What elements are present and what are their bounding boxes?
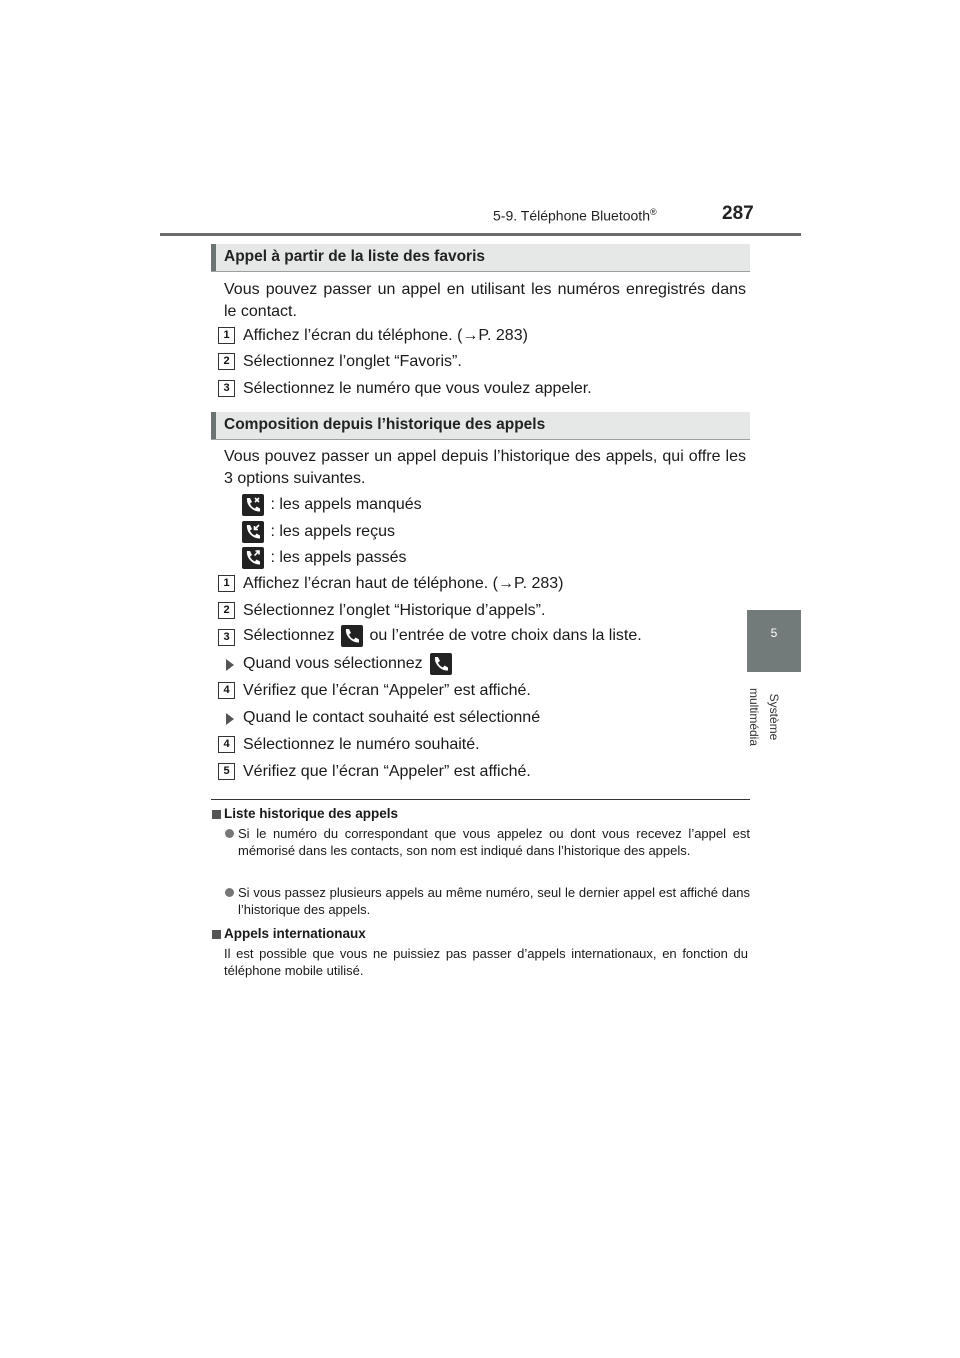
branch-text: Quand le contact souhaité est sélectionné — [243, 709, 541, 726]
note-square-icon — [212, 810, 221, 819]
option-outgoing: : les appels passés — [242, 547, 407, 569]
step-text: Affichez l’écran haut de téléphone. (→P. 283) — [243, 575, 564, 592]
missed-call-icon — [242, 494, 264, 516]
step-number: 2 — [218, 602, 235, 619]
section-heading: 5-9. Téléphone Bluetooth® — [493, 207, 657, 224]
step-number: 4 — [218, 682, 235, 699]
bullet-icon — [225, 888, 234, 897]
step-number: 2 — [218, 353, 235, 370]
step-number: 5 — [218, 763, 235, 780]
bullet-icon — [225, 829, 234, 838]
section-intro: Vous pouvez passer un appel depuis l’historique des appels, qui offre les 3 options suivantes. — [224, 448, 746, 487]
step-text: Sélectionnez l’onglet “Historique d’appels”. — [243, 602, 546, 619]
incoming-call-icon — [242, 521, 264, 543]
page-number: 287 — [722, 203, 754, 224]
option-incoming: : les appels reçus — [242, 521, 395, 543]
branch-arrow-icon — [226, 713, 234, 725]
branch-text: Quand vous sélectionnez — [243, 653, 452, 675]
phone-icon — [430, 653, 452, 675]
step-text: Vérifiez que l’écran “Appeler” est affiché. — [243, 682, 531, 699]
step-text: Sélectionnez le numéro souhaité. — [243, 736, 480, 753]
section-header-favorites — [211, 244, 750, 272]
section-title: Composition depuis l’historique des appels — [224, 416, 546, 433]
notes-divider — [211, 799, 750, 800]
chapter-title: Système multimédia — [747, 687, 781, 747]
step-text: Sélectionnez le numéro que vous voulez appeler. — [243, 380, 592, 397]
chapter-number: 5 — [770, 626, 778, 640]
note-bullet: Si le numéro du correspondant que vous appelez ou dont vous recevez l’appel est mémorisé dans les contacts, son nom est indiqué dans l’historique des appels. — [238, 826, 750, 858]
option-missed: : les appels manqués — [242, 494, 422, 516]
note-paragraph: Il est possible que vous ne puissiez pas passer d’appels internationaux, en fonction du téléphone mobile utilisé. — [224, 946, 748, 978]
step-number: 1 — [218, 327, 235, 344]
note-square-icon — [212, 930, 221, 939]
note-title: Appels internationaux — [224, 926, 366, 941]
section-header-call-history — [211, 412, 750, 440]
note-bullet: Si vous passez plusieurs appels au même numéro, seul le dernier appel est affiché dans l’historique des appels. — [238, 885, 750, 917]
step-text: Sélectionnez l’onglet “Favoris”. — [243, 353, 462, 370]
step-number: 1 — [218, 575, 235, 592]
section-title: Appel à partir de la liste des favoris — [224, 248, 486, 265]
chapter-tab — [747, 610, 801, 672]
header-divider — [160, 233, 801, 236]
step-number: 3 — [218, 629, 235, 646]
outgoing-call-icon — [242, 547, 264, 569]
step-text: Sélectionnez ou l’entrée de votre choix dans la liste. — [243, 625, 642, 647]
note-title: Liste historique des appels — [224, 806, 399, 821]
phone-icon — [341, 625, 363, 647]
branch-arrow-icon — [226, 659, 234, 671]
step-number: 4 — [218, 736, 235, 753]
section-intro: Vous pouvez passer un appel en utilisant les numéros enregistrés dans le contact. — [224, 281, 746, 320]
step-text: Affichez l’écran du téléphone. (→P. 283) — [243, 327, 528, 344]
step-number: 3 — [218, 380, 235, 397]
step-text: Vérifiez que l’écran “Appeler” est affiché. — [243, 763, 531, 780]
